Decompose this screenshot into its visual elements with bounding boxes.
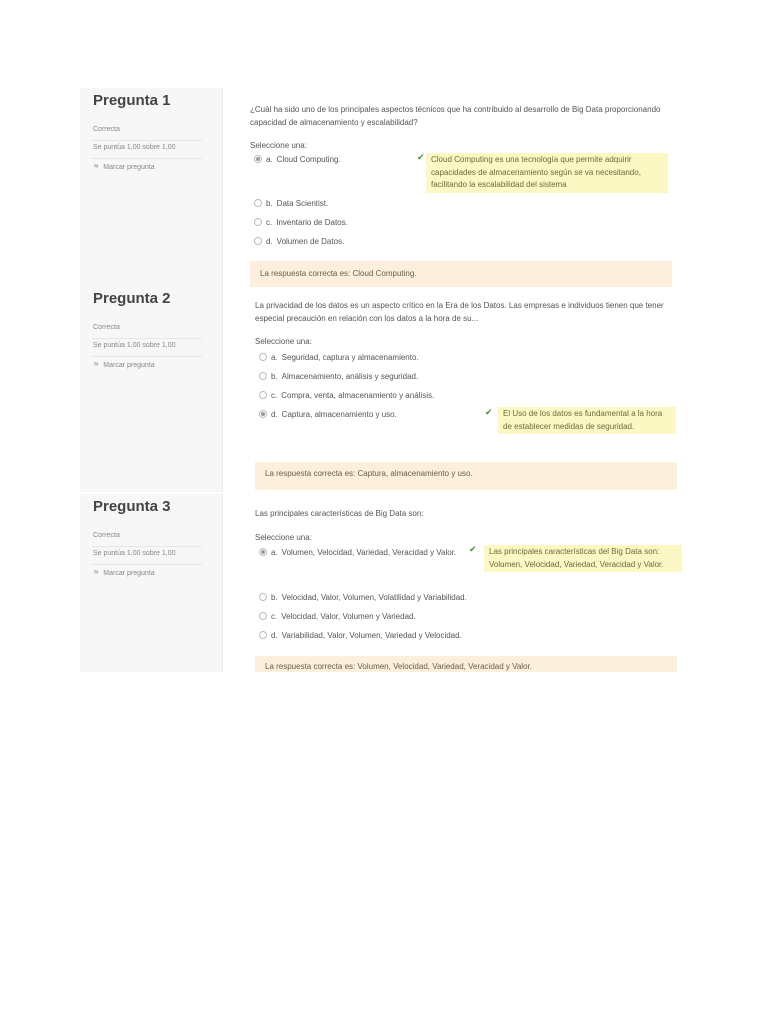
flag-question-link[interactable] [93, 163, 155, 171]
question-content [250, 88, 680, 288]
question-title: Pregunta 1 [93, 92, 171, 109]
answer-option-c[interactable] [254, 217, 348, 229]
radio-button[interactable] [259, 391, 267, 399]
radio-button[interactable] [259, 612, 267, 620]
question-title: Pregunta 3 [93, 498, 171, 515]
option-letter: c. [271, 391, 278, 400]
option-label: Captura, almacenamiento y uso. [281, 410, 397, 419]
flag-question-link[interactable] [93, 569, 155, 577]
flag-question-link[interactable] [93, 361, 155, 369]
option-label: Variabilidad, Valor, Volumen, Variedad y Velocidad. [281, 631, 462, 640]
option-letter: a. [271, 548, 278, 557]
answer-option-b[interactable] [259, 371, 418, 383]
radio-button[interactable] [254, 199, 262, 207]
option-letter: b. [266, 199, 273, 208]
flag-question-label: Marcar pregunta [103, 362, 155, 369]
option-letter: a. [271, 353, 278, 362]
select-label: Seleccione una: [255, 337, 312, 346]
option-label: Almacenamiento, análisis y seguridad. [281, 372, 419, 381]
question-text: ¿Cuál ha sido uno de los principales aspectos técnicos que ha contribuido al desarrollo de Big Data proporcionando capacidad de almacenamiento y escalabilidad? [250, 105, 661, 127]
question-content [255, 286, 680, 492]
correct-answer-box: La respuesta correcta es: Volumen, Velocidad, Variedad, Veracidad y Valor. [255, 656, 677, 672]
answer-option-d[interactable] [254, 236, 344, 248]
option-letter: d. [271, 410, 278, 419]
answer-option-a[interactable] [259, 547, 479, 559]
option-letter: d. [266, 237, 273, 246]
check-icon: ✔ [417, 152, 425, 162]
radio-button-checked[interactable] [259, 410, 267, 418]
correct-answer-box: La respuesta correcta es: Captura, almacenamiento y uso. [255, 462, 677, 490]
answer-option-a[interactable] [259, 352, 419, 364]
answer-option-b[interactable] [259, 592, 467, 604]
question-2 [80, 286, 680, 492]
option-feedback: Cloud Computing es una tecnología que permite adquirir capacidades de almacenamiento según se va necesitando, facilitando la escalabilidad del sistema [426, 153, 668, 193]
option-letter: c. [271, 612, 278, 621]
answer-option-b[interactable] [254, 198, 328, 210]
flag-icon: ⚑ [93, 164, 100, 171]
question-info [80, 494, 223, 672]
answer-option-c[interactable] [259, 611, 416, 623]
flag-icon: ⚑ [93, 570, 100, 577]
divider [92, 140, 202, 141]
option-label: Compra, venta, almacenamiento y análisis. [281, 391, 435, 400]
radio-button[interactable] [254, 218, 262, 226]
radio-button[interactable] [259, 631, 267, 639]
option-feedback: Las principales características del Big Data son: Volumen, Velocidad, Variedad, Veracidad y Valor. [484, 545, 682, 572]
question-title: Pregunta 2 [93, 290, 171, 307]
option-label: Velocidad, Valor, Volumen, Volatilidad y Variabilidad. [281, 593, 467, 602]
radio-button-checked[interactable] [259, 548, 267, 556]
question-text: La privacidad de los datos es un aspecto crítico en la Era de los Datos. Las empresas e individuos tienen que tener especial precaución en relación con los datos a la hora de su... [255, 301, 664, 323]
divider [92, 356, 202, 357]
question-3 [80, 494, 680, 672]
select-label: Seleccione una: [250, 141, 307, 150]
option-feedback: El Uso de los datos es fundamental a la hora de establecer medidas de seguridad. [498, 407, 676, 434]
question-state: Correcta [93, 126, 120, 133]
divider [92, 564, 202, 565]
option-label: Inventario de Datos. [276, 218, 348, 227]
answer-option-d[interactable] [259, 409, 397, 421]
option-label: Velocidad, Valor, Volumen y Variedad. [281, 612, 416, 621]
divider [92, 546, 202, 547]
flag-icon: ⚑ [93, 362, 100, 369]
option-letter: a. [266, 155, 273, 164]
question-content [255, 494, 680, 672]
flag-question-label: Marcar pregunta [103, 570, 155, 577]
answer-option-c[interactable] [259, 390, 434, 402]
check-icon: ✔ [485, 407, 493, 417]
option-label: Cloud Computing. [276, 155, 341, 164]
question-grade: Se puntúa 1,00 sobre 1,00 [93, 550, 176, 557]
option-label: Volumen de Datos. [276, 237, 345, 246]
question-info [80, 88, 223, 288]
radio-button[interactable] [259, 372, 267, 380]
question-1 [80, 88, 680, 288]
select-label: Seleccione una: [255, 533, 312, 542]
option-label: Data Scientist. [276, 199, 329, 208]
option-label: Seguridad, captura y almacenamiento. [281, 353, 419, 362]
answer-option-a[interactable] [254, 154, 341, 166]
option-label: Volumen, Velocidad, Variedad, Veracidad y Valor. [281, 548, 457, 557]
correct-answer-box: La respuesta correcta es: Cloud Computing. [250, 261, 672, 287]
radio-button[interactable] [259, 353, 267, 361]
option-letter: d. [271, 631, 278, 640]
question-info [80, 286, 223, 492]
answer-option-d[interactable] [259, 630, 462, 642]
question-grade: Se puntúa 1,00 sobre 1,00 [93, 342, 176, 349]
option-letter: c. [266, 218, 273, 227]
divider [92, 158, 202, 159]
question-state: Correcta [93, 324, 120, 331]
radio-button[interactable] [254, 237, 262, 245]
question-grade: Se puntúa 1,00 sobre 1,00 [93, 144, 176, 151]
radio-button-checked[interactable] [254, 155, 262, 163]
check-icon: ✔ [469, 544, 477, 554]
option-letter: b. [271, 593, 278, 602]
question-text: Las principales características de Big Data son: [255, 509, 424, 518]
divider [92, 338, 202, 339]
flag-question-label: Marcar pregunta [103, 164, 155, 171]
radio-button[interactable] [259, 593, 267, 601]
option-letter: b. [271, 372, 278, 381]
question-state: Correcta [93, 532, 120, 539]
